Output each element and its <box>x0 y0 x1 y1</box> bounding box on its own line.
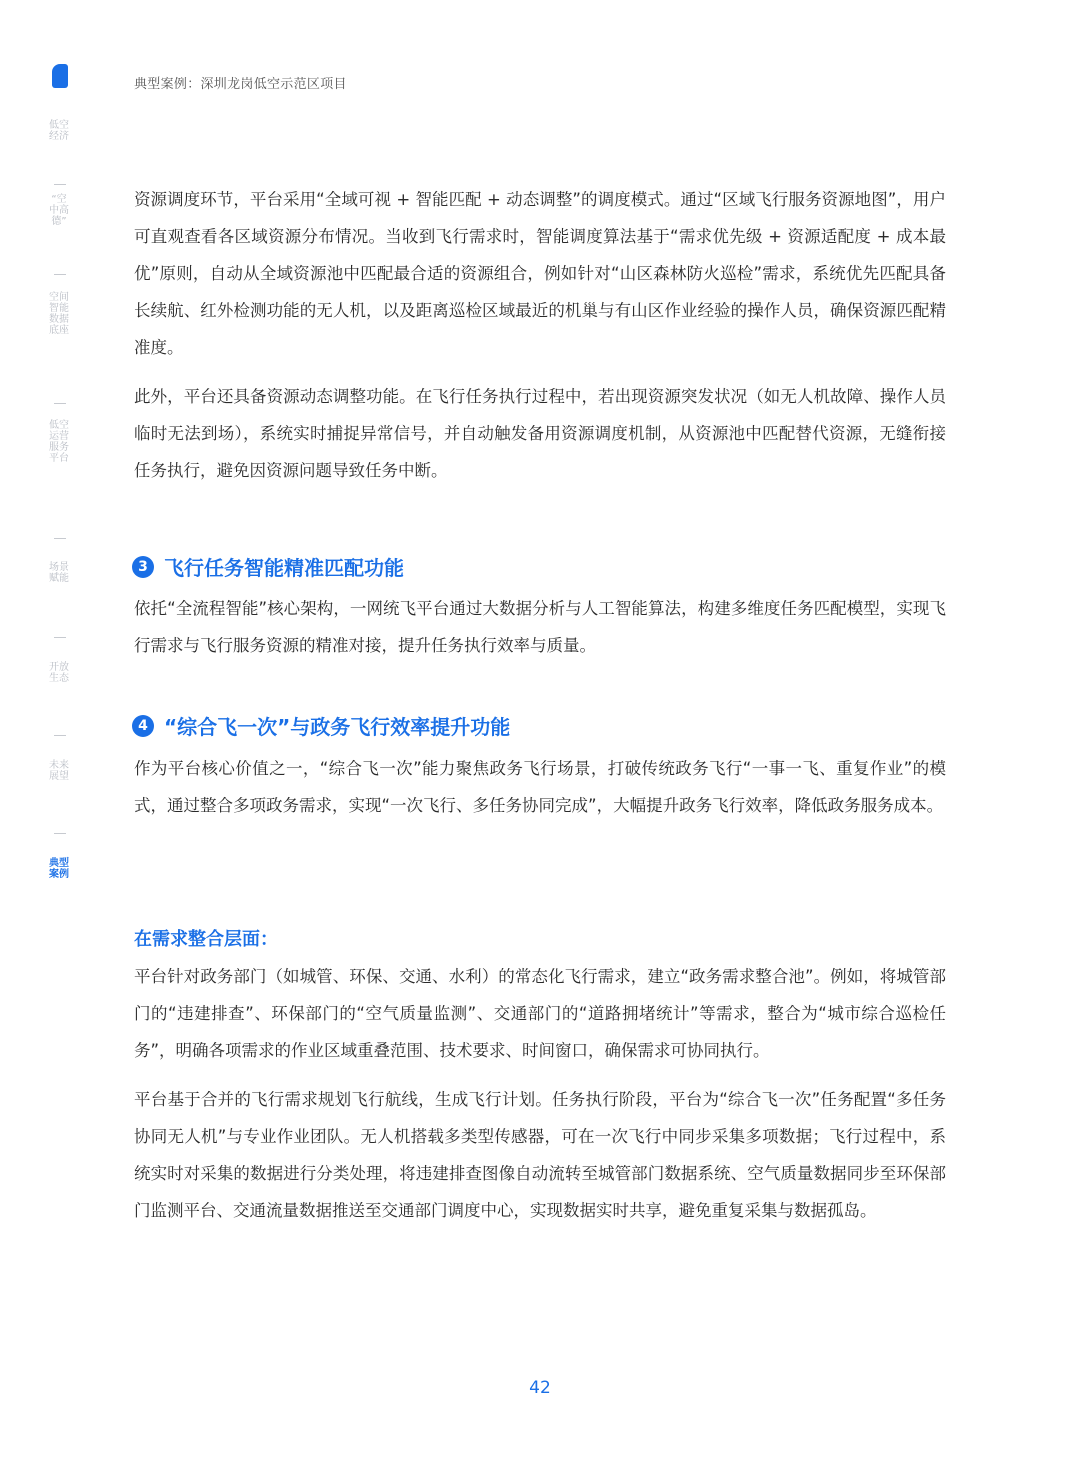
nav-divider <box>54 184 66 185</box>
section-number-badge: 3 <box>132 556 154 578</box>
side-nav-item-open-ecosystem[interactable]: 开放生态 <box>49 662 69 684</box>
section-title: 飞行任务智能精准匹配功能 <box>164 556 404 580</box>
side-nav-item-typical-cases[interactable]: 典型案例 <box>49 858 69 880</box>
side-nav-item-spatial-data-base[interactable]: 空间智能数据底座 <box>49 292 69 336</box>
section-heading-4 <box>132 711 510 740</box>
side-nav-item-air-gaode[interactable]: “空中高德” <box>49 194 69 227</box>
nav-divider <box>54 274 66 275</box>
side-nav-item-operation-platform[interactable]: 低空运营服务平台 <box>49 420 69 464</box>
nav-divider <box>54 538 66 539</box>
side-nav-item-scenario-empowerment[interactable]: 场景赋能 <box>49 562 69 584</box>
section-number-badge: 4 <box>132 715 154 737</box>
sub-heading-demand-integration: 在需求整合层面： <box>134 929 278 950</box>
page-number: 42 <box>529 1378 551 1398</box>
paragraph-section-3: 依托“全流程智能”核心架构，一网统飞平台通过大数据分析与人工智能算法，构建多维度任务匹配模型，实现飞行需求与飞行服务资源的精准对接，提升任务执行效率与质量。 <box>134 599 946 655</box>
corner-tab-marker <box>52 64 68 88</box>
paragraph-resource-scheduling: 资源调度环节，平台采用“全域可视 + 智能匹配 + 动态调整”的调度模式。通过“区域飞行服务资源地图”，用户可直观查看各区域资源分布情况。当收到飞行需求时，智能调度算法基于“需求优先级 + 资源适配度 + 成本最优”原则，自动从全域资源池中匹配最合适的资源组合，例如针对“山区森林防火巡检”需求，系统优先匹配具备长续航、红外检测功能的无人机，以及距离巡检区域最近的机巢与有山区作业经验的操作人员，确保资源匹配精准度。 <box>134 190 946 357</box>
section-title: “综合飞一次”与政务飞行效率提升功能 <box>164 715 511 739</box>
side-nav-item-future-outlook[interactable]: 未来展望 <box>49 760 69 782</box>
side-nav-item-low-altitude-economy[interactable]: 低空经济 <box>49 120 69 142</box>
nav-divider <box>54 833 66 834</box>
nav-divider <box>54 735 66 736</box>
nav-divider <box>54 637 66 638</box>
header-title: 典型案例：深圳龙岗低空示范区项目 <box>134 77 347 92</box>
section-heading-3 <box>132 552 404 581</box>
paragraph-flight-execution: 平台基于合并的飞行需求规划飞行航线，生成飞行计划。任务执行阶段，平台为“综合飞一次”任务配置“多任务协同无人机”与专业作业团队。无人机搭载多类型传感器，可在一次飞行中同步采集多项数据；飞行过程中，系统实时对采集的数据进行分类处理，将违建排查图像自动流转至城管部门数据系统、空气质量数据同步至环保部门监测平台、交通流量数据推送至交通部门调度中心，实现数据实时共享，避免重复采集与数据孤岛。 <box>134 1090 946 1220</box>
paragraph-dynamic-adjustment: 此外，平台还具备资源动态调整功能。在飞行任务执行过程中，若出现资源突发状况（如无人机故障、操作人员临时无法到场），系统实时捕捉异常信号，并自动触发备用资源调度机制，从资源池中匹配替代资源，无缝衔接任务执行，避免因资源问题导致任务中断。 <box>134 387 946 480</box>
paragraph-section-4: 作为平台核心价值之一，“综合飞一次”能力聚焦政务飞行场景，打破传统政务飞行“一事一飞、重复作业”的模式，通过整合多项政务需求，实现“一次飞行、多任务协同完成”，大幅提升政务飞行效率，降低政务服务成本。 <box>134 759 946 815</box>
nav-divider <box>54 403 66 404</box>
paragraph-demand-integration: 平台针对政务部门（如城管、环保、交通、水利）的常态化飞行需求，建立“政务需求整合池”。例如，将城管部门的“违建排查”、环保部门的“空气质量监测”、交通部门的“道路拥堵统计”等需求，整合为“城市综合巡检任务”，明确各项需求的作业区域重叠范围、技术要求、时间窗口，确保需求可协同执行。 <box>134 967 946 1060</box>
